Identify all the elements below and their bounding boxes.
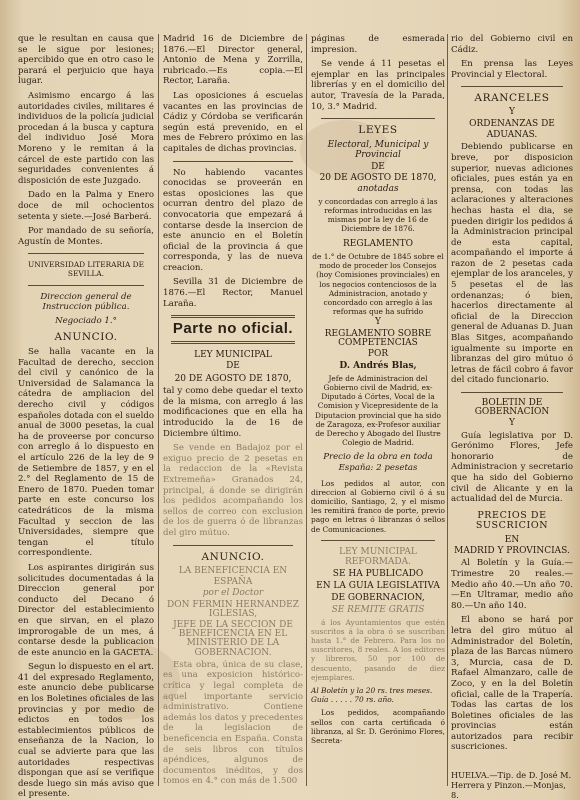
book-title: LEY MUNICIPAL: [194, 349, 272, 360]
book-title: REGLAMENTO SOBRE COMPETENCIAS: [324, 328, 432, 348]
book-title: LEY MUNICIPAL REFORMADA.: [339, 546, 417, 568]
paragraph: páginas de esmerada impresion.: [311, 34, 445, 55]
offer-heading: SE REMITE GRATIS: [331, 605, 425, 615]
paragraph: rio del Gobierno civil en Cádiz.: [451, 34, 573, 55]
paragraph: Por mandado de su señoría, Agustín de Montes.: [18, 226, 154, 247]
column-rule: [306, 34, 307, 786]
paragraph: Guía legislativa por D. Gerónimo Flores, Jefe honorario de Administracion y secretario que ha sido del Gobierno civil de Alicante y en la actualidad del de Murcia.: [451, 430, 573, 505]
paragraph: Dado en la Palma y Enero doce de mil ochocientos setenta y siete.—José Barberá.: [18, 190, 154, 222]
book-byline: por el Doctor: [202, 588, 264, 599]
paragraph: Madrid 16 de Diciembre de 1876.—El Director general, Antonio de Mena y Zorrilla, rubricado.—Es copia.—El Rector, Laraña.: [163, 34, 303, 87]
column-3: [311, 34, 445, 784]
book-subtitle: Electoral, Municipal y Provincial: [327, 139, 429, 161]
book-title-connector: Y: [375, 317, 381, 328]
paragraph: Segun lo dispuesto en el art. 41 del expresado Reglamento, este anuncio debe publicarse en los Boletines oficiales de las provincias y por medio de edictos en todos los establecimientos públicos de enseñanza de la Nacion, lo cual se advierte para que las autoridades respectivas dispongan que así se verifique desde luego sin más aviso que el presente.: [18, 662, 154, 800]
book-note: anotadas: [357, 184, 399, 195]
column-4: [451, 34, 573, 784]
paragraph: No habiendo vacantes conocidas se proveerán en estas oposiciones las que ocurran dentro del plazo de convocatoria que empezará á contarse desde la insercion de este anuncio en el Boletín oficial de la provincia á que corresponda, y las de nueva creacion.: [163, 167, 303, 273]
book-title: EN LA GUIA LEGISLATIVA: [316, 581, 440, 592]
paragraph: Esta obra, única de su clase, es una exposicion histórico-crítica y legal completa de aquel importante servicio administrativo. Contiene además los datos y precedentes de la legislacion de beneficencia en España. Consta de seis libros con títulos apéndices, algunos de documentos inéditos, y dos tomos en 4.° con más de 1.500: [163, 659, 303, 787]
subscription-heading: PRECIOS DE SUSCRICION: [475, 509, 549, 532]
book-title-connector: DE: [226, 361, 240, 372]
book-title: ORDENANZAS DE ADUANAS.: [469, 119, 555, 140]
book-subtitle: DE GOBERNACION,: [331, 592, 425, 603]
paragraph: Sevilla 31 de Diciembre de 1876.—El Rector, Manuel Laraña.: [163, 277, 303, 309]
section-heading: UNIVERSIDAD LITERARIA DE SEVILLA.: [28, 260, 144, 279]
book-title: BOLETIN DE GOBERNACION: [474, 398, 550, 418]
paragraph: El abono se hará por letra del giro mútuo al Administrador del Boletín, plaza de las Barcas número 3, Murcia, casa de D. Rafael Almanzaro, calle de Zoco, y en la del Boletín oficial, calle de la Trapería. Todas las cartas de los Boletines oficiales de las provincias están autorizados para recibir suscriciones.: [451, 615, 573, 753]
paragraph: Se vende á 11 pesetas el ejemplar en las principales librerías y en el domicilio del autor, Travesía de la Parada, 10, 3.° Madrid.: [311, 59, 445, 112]
paragraph: Al Boletín y la Guía.—Trimestre 20 reales.—Medio año 40.—Un año 70.—En Ultramar, medio año 80.—Un año 140.: [451, 558, 573, 611]
book-byline: POR: [367, 348, 389, 359]
column-rule: [447, 34, 448, 786]
book-title-connector: Y: [509, 106, 515, 117]
divider: [321, 118, 435, 119]
column-2: [163, 34, 303, 787]
paragraph: Los pedidos al autor, con direccion al Gobierno civil ó á su domicilio, Santiago, 2, y el mismo les remitirá franco de porte, previo pago en letras ó libranzas ó sellos de Comunicaciones.: [311, 478, 445, 534]
paragraph: En prensa las Leyes Provincial y Electoral.: [451, 59, 573, 80]
divider: [171, 315, 295, 318]
book-title-connector: EN: [504, 534, 520, 545]
book-author: D. Andrés Blas,: [339, 361, 417, 372]
price-line: Al Boletín y la 20 rs. tres meses.: [311, 686, 433, 696]
paragraph: á los Ayuntamientos que estén suscritos á la obra ó se suscriban hasta 1.° de Febrero. Para los no suscritores, 8 reales. A los editores y libreros, 50 por 100 de descuento, pasando de diez ejemplares.: [311, 617, 445, 682]
section-title: Parte no oficial.: [172, 320, 294, 338]
paragraph: Se halla vacante en la Facultad de derecho, seccion del civil y canónico de la Universidad de Salamanca la cátedra de ampliacion del derecho civil y códigos españoles dotada con el sueldo anual de 3000 pesetas, la cual ha de proveerse por concurso con arreglo á lo dispuesto en el artículo 226 de la ley de 9 de Setiembre de 1857, y en el 2.° del Reglamento de 15 de Enero de 1870. Pueden tomar parte en este concurso los catedráticos de la misma Facultad y seccion de las Universidades, siempre que tengan el título correspondiente.: [18, 347, 154, 559]
paragraph: Se vende en Badajoz por el exiguo precio de 2 pesetas en la redaccion de la «Revista Extremeña» Granados 24, principal, á donde se dirigirán los pedidos acompañando los sellos de correo con exclusion de los de guerra ó de libranzas del giro mútuo.: [163, 443, 303, 538]
author-credentials: JEFE DE LA SECCION DE BENEFICENCIA EN EL MINISTERIO DE LA GOBERNACION.: [173, 619, 293, 658]
price-line: Guía . . . . . 70 rs. año.: [311, 695, 394, 705]
divider: [171, 341, 295, 344]
book-note: SE HA PUBLICADO: [332, 569, 424, 579]
printer-imprint: HUELVA.—Tip. de D. José M. Herrera y Pinzon.—Monjas, 8.: [451, 770, 572, 800]
column-1: [18, 34, 154, 800]
subheading: Negociado 1.°: [55, 315, 117, 326]
announcement-title: ANUNCIO.: [201, 550, 265, 563]
divider: [461, 86, 563, 87]
paragraph: tal y como debe quedar el texto de la misma, con arreglo á las modificaciones que en ella ha introducido la de 16 de Diciembre último.: [163, 386, 303, 439]
divider: [461, 392, 563, 393]
author-credentials: Jefe de Administracion del Gobierno civil de Madrid, ex-Diputado á Córtes, Vocal de la Comision y Vicepresidente de la Diputacion provincial que ha sido de Zaragoza, ex-Profesor auxiliar de Derecho y Abogado del Ilustre Colegio de Madrid.: [315, 373, 441, 448]
book-date: 20 DE AGOSTO DE 1870,: [319, 173, 437, 184]
book-price: Precio de la obra en toda España: 2 pesetas: [323, 452, 433, 473]
divider: [28, 285, 144, 286]
book-author: DON FERMIN HERNANDEZ IGLESIAS,: [167, 599, 299, 619]
book-title: LA BENEFICENCIA EN ESPAÑA: [178, 566, 288, 587]
subscription-region: MADRID Y PROVINCIAS.: [454, 546, 570, 557]
divider: [28, 253, 144, 254]
book-date: 20 DE AGOSTO DE 1870,: [174, 373, 292, 384]
book-title-connector: DE: [371, 161, 385, 172]
paragraph: Debiendo publicarse en breve, por disposicion superior, nuevas adiciones oficiales, pues están ya en prensa, con todas las aclaraciones y alteraciones hechas hasta el dia, se pueden dirigir los pedidos á la Administracion principal de esta capital, acompañando el importe á razon de 2 pesetas cada ejemplar de los aranceles, y 5 pesetas el de las ordenanzas; ó bien, hacerlos directamente al oficial de la Direccion general de Aduanas D. Juan Blas Sitges, acompañando igualmente su importe en libranzas del giro mútuo ó letras de fácil cobro á favor del citado funcionario.: [451, 142, 574, 386]
book-title-connector: Y: [509, 418, 515, 429]
divider: [321, 540, 435, 541]
paragraph: que le resultan en causa que se le sigue por lesiones; apercibido que en otro caso le parará el perjuicio que haya lugar.: [18, 34, 154, 87]
column-rule: [158, 34, 159, 786]
book-description: de 1.° de Octubre de 1845 sobre el modo de proceder los Consejos (hoy Comisiones provinciales) en los negocios contenciosos de la Administracion, anotado y concordado con arreglo á las reformas que ha sufrido: [312, 251, 444, 317]
announcement-title: ANUNCIO.: [54, 331, 118, 344]
paragraph: Los pedidos, acompañando sellos con carta certificada ó libranza, al Sr. D. Gerónimo Flores, Secreta-: [311, 708, 445, 746]
book-description: y concordadas con arreglo á las reformas introducidas en las mismas por la ley de 16 de Diciembre de 1876.: [318, 196, 438, 234]
divider: [173, 161, 293, 162]
paragraph: Las oposiciones á escuelas vacantes en las provincias de Cádiz y Córdoba se verificarán según está prevenido, en el mes de Febrero próximo en las capitales de dichas provincias.: [163, 90, 303, 154]
paragraph: Los aspirantes dirigirán sus solicitudes documentadas á la Direccion general por conducto del Decano ó Director del establecimiento en que sirvan, en el plazo improrogable de un mes, á contarse desde la publicacion de este anuncio en la GACETA.: [18, 562, 154, 658]
paragraph: Asimismo encargo á las autoridades civiles, militares é individuos de la policía judicial procedan á la busca y captura del individuo José Mora Moreno y le remitan á la cárcel de este partido con las seguridades convenientes á disposición de este Juzgado.: [18, 90, 154, 186]
divider: [173, 545, 293, 546]
book-title: LEYES: [358, 124, 398, 137]
book-title: ARANCELES: [474, 92, 550, 105]
subheading: Direccion general de Instruccion pública.: [40, 291, 132, 313]
book-title: REGLAMENTO: [342, 239, 414, 250]
